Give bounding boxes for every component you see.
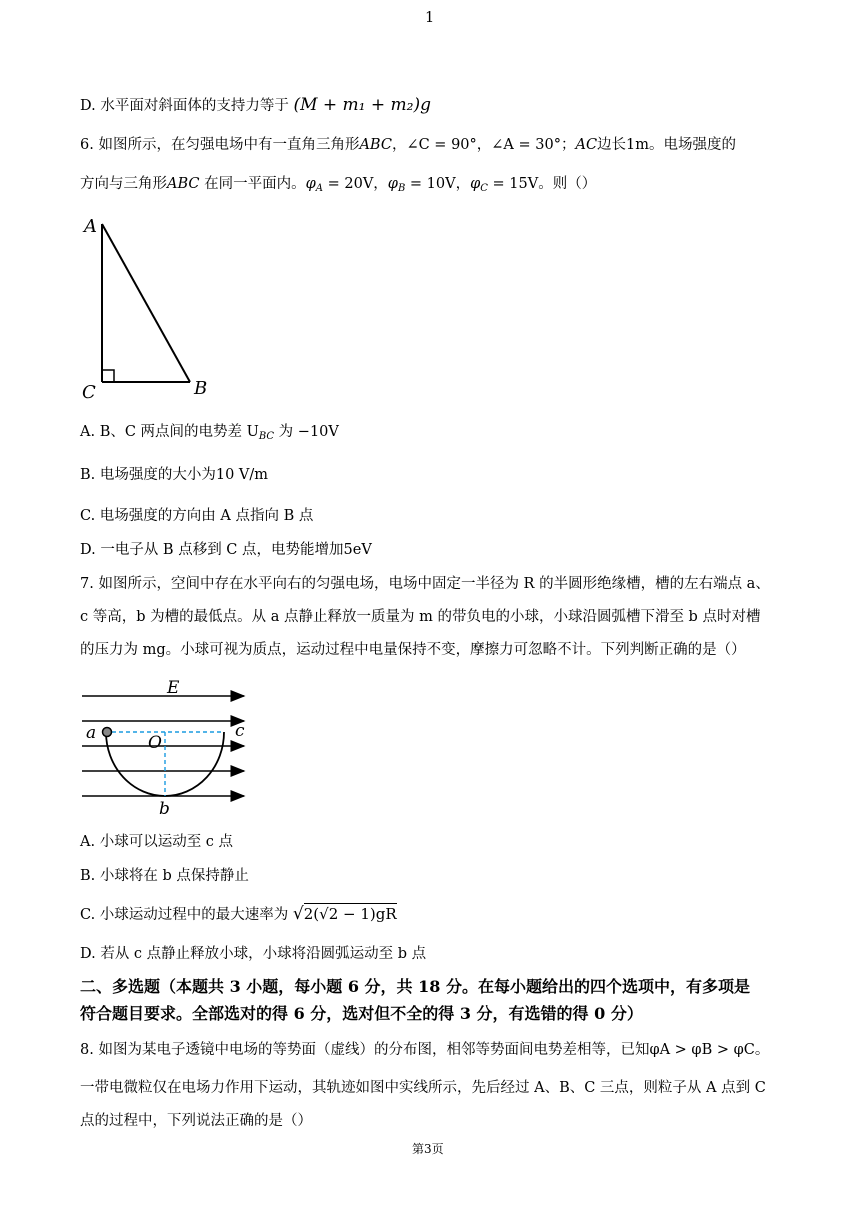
page-footer: 第3页 [412, 1142, 444, 1156]
q6-option-b: B. 电场强度的大小为10 V/m [80, 467, 269, 483]
q5-option-d [80, 95, 431, 116]
triangle-side-ab [102, 224, 190, 382]
q7-option-c-text: C. 小球运动过程中的最大速率为 [80, 907, 289, 923]
q6-stem-text-2: 方向与三角形 [80, 176, 167, 192]
point-c-label: c [235, 721, 245, 741]
q5-option-d-formula: (M + m₁ + m₂)g [293, 95, 431, 115]
q7-option-a: A. 小球可以运动至 c 点 [80, 834, 234, 850]
q6-stem-text-1: 6. 如图所示，在匀强电场中有一直角三角形 [80, 137, 360, 153]
q7-option-c-formula: 2(√2 − 1)gR [303, 905, 397, 923]
q6-side-length: 边长1m。电场强度的 [597, 137, 737, 153]
vertex-a-label: A [84, 216, 97, 237]
q5-option-d-text: D. 水平面对斜面体的支持力等于 [80, 98, 289, 114]
q8-stem-line-1: 8. 如图为某电子透镜中电场的等势面（虚线）的分布图，相邻等势面间电势差相等，已知φA > φB > φC。 [80, 1042, 770, 1058]
q7-stem-line-3: 的压力为 mg。小球可视为质点，运动过程中电量保持不变，摩擦力可忽略不计。下列判断正确的是（） [80, 642, 746, 658]
q6-triangle-name-2: ABC [167, 176, 200, 192]
q6-option-c: C. 电场强度的方向由 A 点指向 B 点 [80, 508, 314, 524]
q6-option-a-tail: 为 −10V [274, 424, 339, 440]
section-2-heading-line-1: 二、多选题（本题共 3 小题，每小题 6 分，共 18 分。在每小题给出的四个选项中，有多项是 [80, 977, 750, 996]
q6-triangle-figure [78, 210, 218, 405]
q6-option-a-sub: BC [258, 431, 275, 442]
q7-stem-line-1: 7. 如图所示，空间中存在水平向右的匀强电场，电场中固定一半径为 R 的半圆形绝缘槽，槽的左右端点 a、 [80, 576, 770, 592]
ball [103, 728, 112, 737]
q7-option-c: C. 小球运动过程中的最大速率为 √2(√2 − 1)gR [80, 904, 397, 924]
q6-side-name: AC [575, 137, 598, 153]
q6-option-a [80, 422, 339, 447]
q6-stem-line-1 [80, 135, 736, 155]
point-b-label: b [159, 799, 170, 819]
q7-stem-line-2: c 等高，b 为槽的最低点。从 a 点静止释放一质量为 m 的带负电的小球，小球沿圆弧槽下滑至 b 点时对槽 [80, 609, 761, 625]
q7-option-b: B. 小球将在 b 点保持静止 [80, 868, 249, 884]
q8-stem-line-2: 一带电微粒仅在电场力作用下运动，其轨迹如图中实线所示，先后经过 A、B、C 三点，则粒子从 A 点到 C [80, 1080, 766, 1096]
vertex-b-label: B [194, 378, 208, 399]
q6-option-d: D. 一电子从 B 点移到 C 点，电势能增加5eV [80, 542, 372, 558]
vertex-c-label: C [82, 382, 96, 403]
point-a-label: a [86, 723, 97, 743]
q6-potentials: 在同一平面内。 [199, 176, 306, 192]
page-number: 1 [425, 10, 435, 26]
q6-angles: ，∠C = 90°，∠A = 30°； [391, 137, 576, 153]
q7-field-figure [78, 676, 258, 822]
q6-stem-line-2: 方向与三角形ABC 在同一平面内。$\varphi_A = 20V$，$\varphi_B = 10V$，$\varphi_C = 15V$。则（） [80, 176, 597, 194]
q6-triangle-name: ABC [359, 137, 392, 153]
q7-option-d: D. 若从 c 点静止释放小球，小球将沿圆弧运动至 b 点 [80, 946, 427, 962]
section-2-heading-line-2: 符合题目要求。全部选对的得 6 分，选对但不全的得 3 分，有选错的得 0 分） [80, 1004, 643, 1023]
field-label-e: E [167, 678, 180, 698]
right-angle-mark [102, 370, 114, 382]
q6-option-a-text: A. B、C 两点间的电势差 U [80, 424, 259, 440]
q8-stem-line-3: 点的过程中，下列说法正确的是（） [80, 1113, 312, 1129]
center-o-label: O [148, 733, 162, 753]
